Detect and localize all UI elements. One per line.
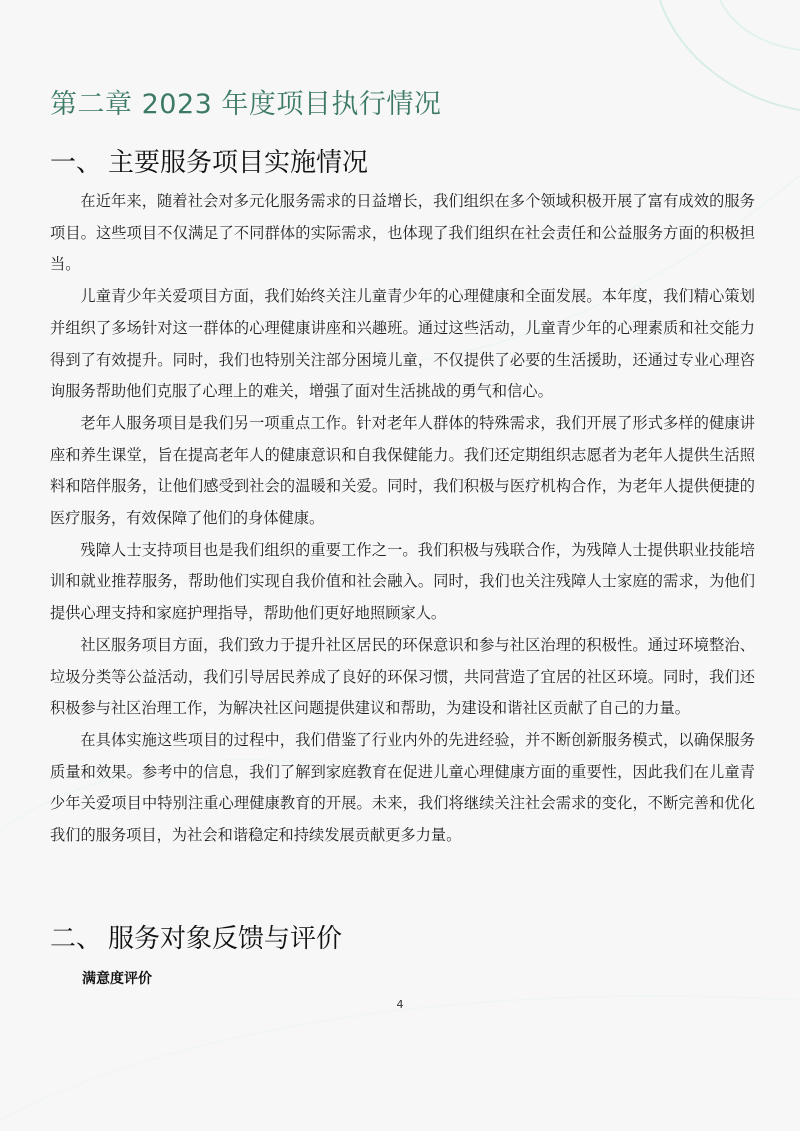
section-title: 主要服务项目实施情况 bbox=[108, 148, 369, 178]
paragraph: 儿童青少年关爱项目方面，我们始终关注儿童青少年的心理健康和全面发展。本年度，我们精心策划并组织了多场针对这一群体的心理健康讲座和兴趣班。通过这些活动，儿童青少年的心理素质和社交能力得到了有效提升。同时，我们也特别关注部分困境儿童，不仅提供了必要的生活援助，还通过专业心理咨询服务帮助他们克服了心理上的难关，增强了面对生活挑战的勇气和信心。 bbox=[50, 287, 755, 401]
paragraph: 社区服务项目方面，我们致力于提升社区居民的环保意识和参与社区治理的积极性。通过环境整治、垃圾分类等公益活动，我们引导居民养成了良好的环保习惯，共同营造了宜居的社区环境。同时，我们还积极参与社区治理工作，为解决社区问题提供建议和帮助，为建设和谐社区贡献了自己的力量。 bbox=[50, 635, 755, 718]
subsection-title: 满意度评价 bbox=[82, 971, 152, 987]
section-title: 服务对象反馈与评价 bbox=[108, 924, 343, 954]
paragraph: 在具体实施这些项目的过程中，我们借鉴了行业内外的先进经验，并不断创新服务模式，以确保服务质量和效果。参考中的信息，我们了解到家庭教育在促进儿童心理健康方面的重要性，因此我们在儿童青少年关爱项目中特别注重心理健康教育的开展。未来，我们将继续关注社会需求的变化，不断完善和优化我们的服务项目，为社会和谐稳定和持续发展贡献更多力量。 bbox=[50, 730, 755, 845]
section-heading-1 bbox=[50, 148, 368, 179]
page-number: 4 bbox=[396, 998, 404, 1011]
paragraph: 残障人士支持项目也是我们组织的重要工作之一。我们积极与残联合作，为残障人士提供职业技能培训和就业推荐服务，帮助他们实现自我价值和社会融入。同时，我们也关注残障人士家庭的需求，为他们提供心理支持和家庭护理指导，帮助他们更好地照顾家人。 bbox=[50, 540, 755, 623]
section-number: 二、 bbox=[50, 924, 103, 954]
section-body bbox=[50, 186, 755, 852]
chapter-title: 第二章 2023 年度项目执行情况 bbox=[50, 89, 442, 120]
section-heading-2 bbox=[50, 924, 342, 955]
paragraph: 老年人服务项目是我们另一项重点工作。针对老年人群体的特殊需求，我们开展了形式多样的健康讲座和养生课堂，旨在提高老年人的健康意识和自我保健能力。我们还定期组织志愿者为老年人提供生活照料和陪伴服务，让他们感受到社会的温暖和关爱。同时，我们积极与医疗机构合作，为老年人提供便捷的医疗服务，有效保障了他们的身体健康。 bbox=[50, 413, 755, 528]
section-number: 一、 bbox=[50, 148, 103, 178]
paragraph: 在近年来，随着社会对多元化服务需求的日益增长，我们组织在多个领域积极开展了富有成效的服务项目。这些项目不仅满足了不同群体的实际需求，也体现了我们组织在社会责任和公益服务方面的积极担当。 bbox=[50, 192, 755, 274]
